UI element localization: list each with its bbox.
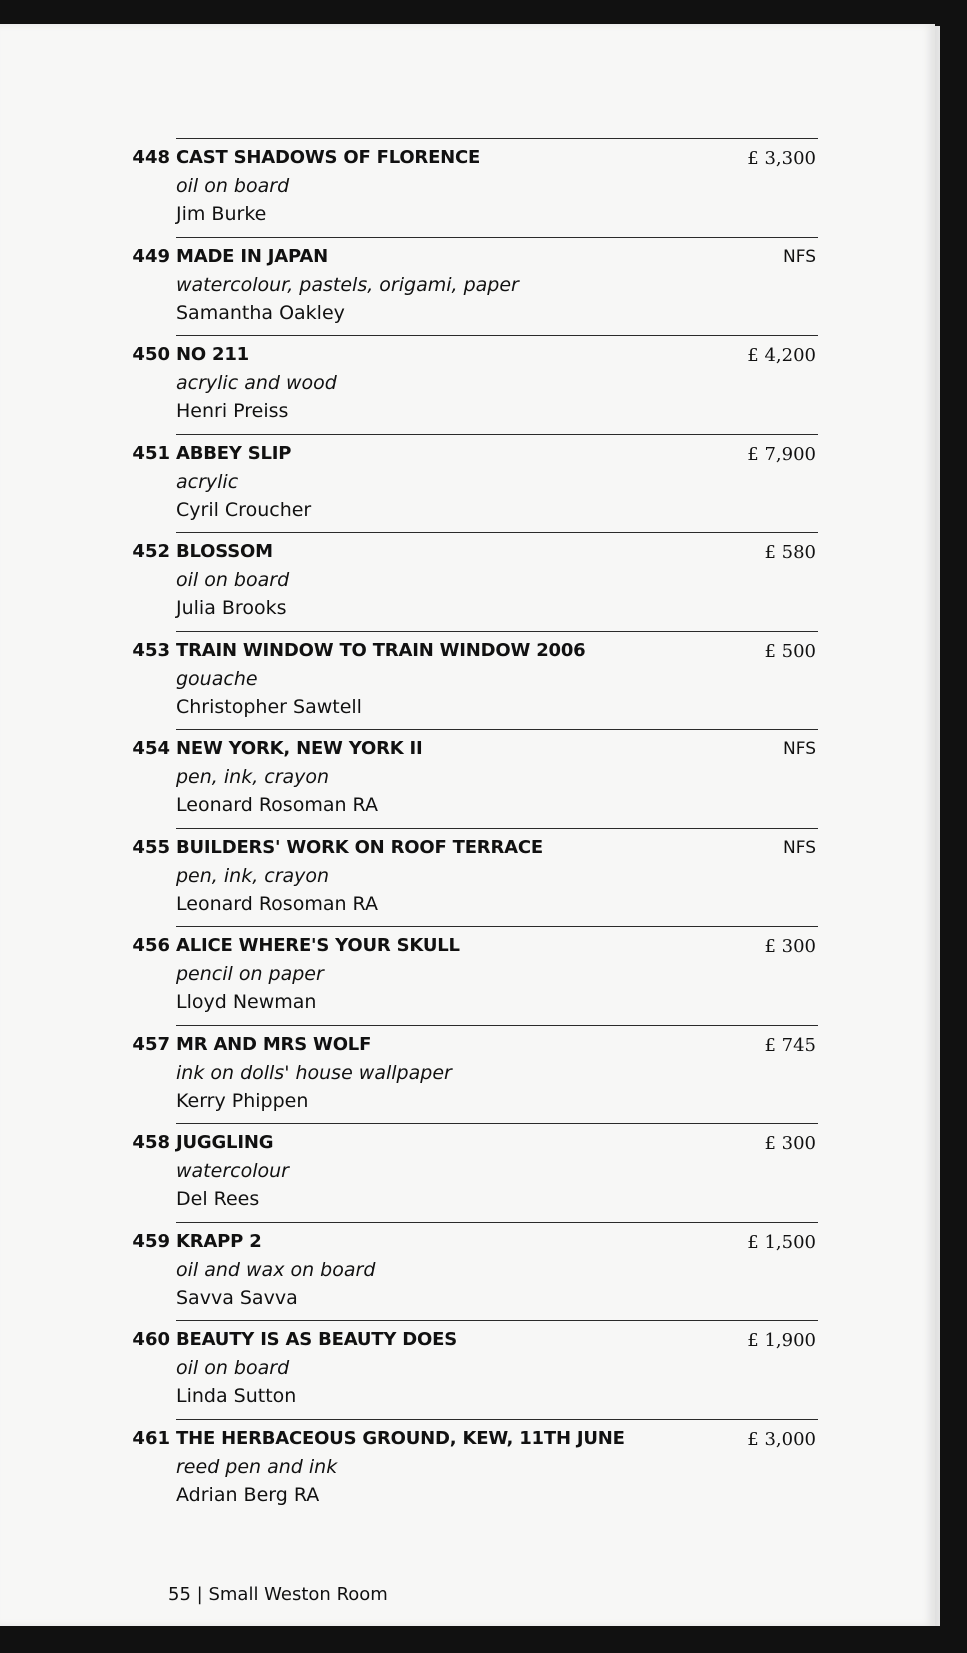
catalogue-entry (118, 804, 818, 915)
work-price: £ 580 (764, 542, 816, 563)
catalogue-entry (118, 1001, 818, 1112)
work-title: JUGGLING (176, 1132, 274, 1153)
lot-number: 453 (132, 639, 170, 661)
work-title: ABBEY SLIP (176, 442, 292, 464)
work-price: £ 7,900 (747, 443, 816, 465)
artist-name: Leonard Rosoman RA (176, 892, 378, 915)
entry-divider (176, 138, 818, 139)
work-title: ALICE WHERE'S YOUR SKULL (176, 935, 460, 956)
work-medium: oil on board (176, 175, 290, 197)
work-price: NFS (783, 837, 816, 858)
work-title: NEW YORK, NEW YORK II (176, 738, 423, 759)
entry-divider (176, 828, 818, 829)
entry-divider (176, 729, 818, 730)
lot-number: 452 (132, 541, 170, 562)
lot-number: 448 (132, 147, 170, 168)
work-price: £ 4,200 (747, 345, 816, 366)
work-price: £ 745 (764, 1034, 816, 1056)
work-title: BLOSSOM (176, 541, 273, 562)
work-price: NFS (783, 739, 816, 759)
work-medium: pencil on paper (176, 963, 324, 985)
entry-divider (176, 1123, 818, 1124)
catalogue-entry (118, 1395, 818, 1506)
catalogue-entry (118, 1296, 818, 1407)
work-price: £ 500 (764, 640, 816, 662)
lot-number: 460 (132, 1329, 170, 1350)
work-price: £ 3,300 (747, 148, 816, 169)
work-title: BEAUTY IS AS BEAUTY DOES (176, 1329, 457, 1350)
artist-name: Kerry Phippen (176, 1089, 309, 1112)
catalogue-entry (118, 114, 818, 225)
entry-divider (176, 631, 818, 632)
entry-divider (176, 1222, 818, 1223)
work-medium: ink on dolls' house wallpaper (176, 1061, 452, 1084)
entry-divider (176, 1419, 818, 1420)
lot-number: 454 (132, 738, 170, 759)
entry-divider (176, 434, 818, 435)
work-title: KRAPP 2 (176, 1230, 262, 1252)
artist-name: Jim Burke (176, 203, 267, 225)
catalogue-entry (118, 902, 818, 1013)
catalogue-entry (118, 410, 818, 521)
lot-number: 455 (132, 836, 170, 858)
lot-number: 456 (132, 935, 170, 956)
artist-name: Henri Preiss (176, 400, 289, 422)
lot-number: 457 (132, 1033, 170, 1055)
lot-number: 451 (132, 442, 170, 464)
work-medium: reed pen and ink (176, 1455, 338, 1478)
entry-divider (176, 1025, 818, 1026)
entry-divider (176, 335, 818, 336)
page-number: 55 (168, 1584, 191, 1605)
artist-name: Adrian Berg RA (176, 1483, 320, 1506)
artist-name: Christopher Sawtell (176, 695, 362, 718)
artist-name: Julia Brooks (176, 597, 287, 619)
catalogue-entry (118, 607, 818, 718)
artist-name: Savva Savva (176, 1286, 298, 1309)
artist-name: Samantha Oakley (176, 301, 345, 324)
work-price: NFS (783, 246, 816, 267)
entry-divider (176, 1320, 818, 1321)
work-medium: pen, ink, crayon (176, 766, 330, 788)
lot-number: 450 (132, 344, 170, 365)
page-footer (168, 1584, 388, 1605)
work-medium: acrylic (176, 470, 239, 493)
work-title: MR AND MRS WOLF (176, 1033, 372, 1055)
catalogue-entry (118, 705, 818, 816)
catalogue-entry (118, 1198, 818, 1309)
work-title: TRAIN WINDOW TO TRAIN WINDOW 2006 (176, 639, 586, 661)
lot-number: 449 (132, 245, 170, 267)
work-price: £ 300 (764, 1133, 816, 1154)
work-price: £ 3,000 (747, 1428, 816, 1450)
work-medium: oil and wax on board (176, 1258, 376, 1281)
work-title: MADE IN JAPAN (176, 245, 328, 267)
work-price: £ 1,500 (747, 1231, 816, 1253)
catalogue-entry (118, 213, 818, 324)
work-medium: acrylic and wood (176, 372, 337, 394)
catalogue-entry (118, 1099, 818, 1210)
work-price: £ 300 (764, 936, 816, 957)
catalogue-entry (118, 311, 818, 422)
work-medium: oil on board (176, 569, 290, 591)
work-medium: oil on board (176, 1357, 290, 1379)
artist-name: Linda Sutton (176, 1385, 297, 1407)
work-medium: gouache (176, 667, 258, 690)
artist-name: Del Rees (176, 1188, 260, 1210)
work-title: THE HERBACEOUS GROUND, KEW, 11TH JUNE (176, 1427, 625, 1449)
work-title: CAST SHADOWS OF FLORENCE (176, 147, 481, 168)
lot-number: 461 (132, 1427, 170, 1449)
work-medium: watercolour, pastels, origami, paper (176, 273, 519, 296)
work-medium: watercolour (176, 1160, 289, 1182)
work-medium: pen, ink, crayon (176, 864, 330, 887)
lot-number: 458 (132, 1132, 170, 1153)
catalogue-entry (118, 508, 818, 619)
artist-name: Lloyd Newman (176, 991, 317, 1013)
lot-number: 459 (132, 1230, 170, 1252)
artist-name: Leonard Rosoman RA (176, 794, 378, 816)
artist-name: Cyril Croucher (176, 498, 312, 521)
work-price: £ 1,900 (747, 1330, 816, 1351)
catalogue-page (0, 24, 935, 1626)
entry-divider (176, 237, 818, 238)
entry-divider (176, 532, 818, 533)
entry-divider (176, 926, 818, 927)
work-title: BUILDERS' WORK ON ROOF TERRACE (176, 836, 543, 858)
section-name: Small Weston Room (208, 1584, 388, 1605)
work-title: NO 211 (176, 344, 250, 365)
footer-separator: | (196, 1584, 203, 1605)
catalogue-list (118, 114, 818, 1506)
